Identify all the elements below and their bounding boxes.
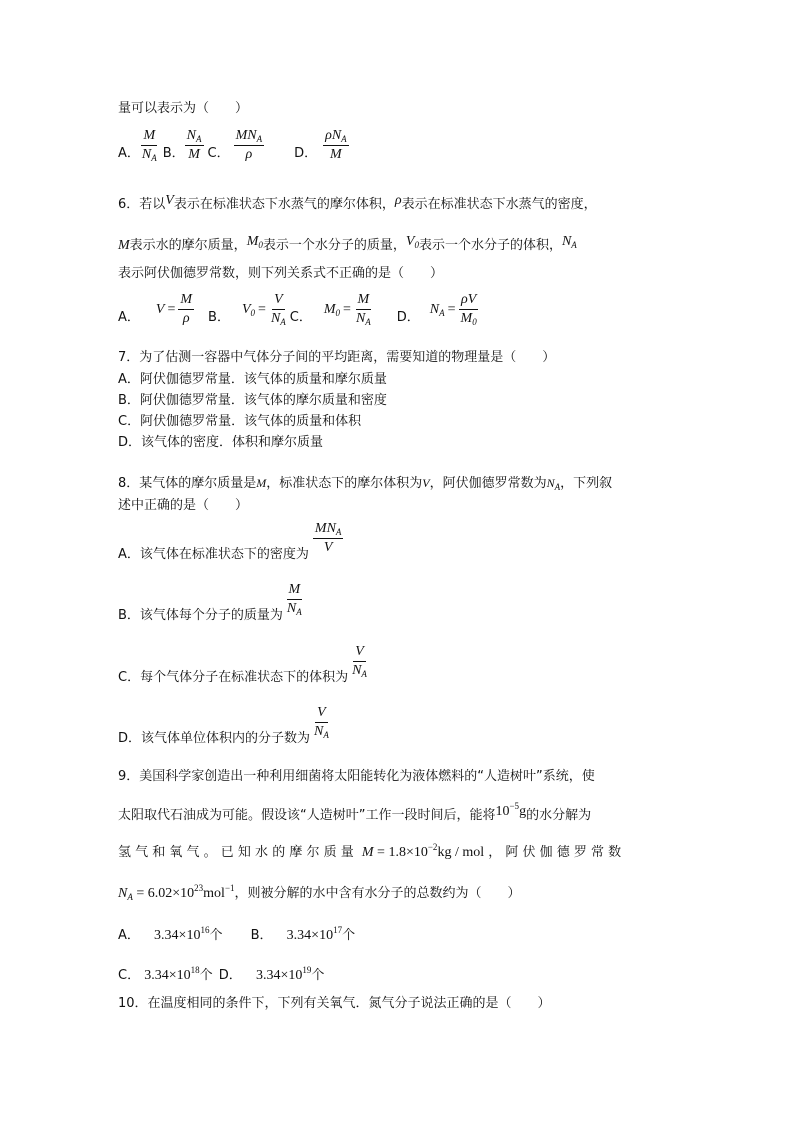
q5-stem-tail: 量可以表示为（ ）: [118, 101, 249, 116]
q6-line1-b: 表示在标准状态下水蒸气的摩尔体积，: [173, 197, 395, 212]
q8-option-a: A．该气体在标准状态下的密度为 $\frac{MN_A}{V}$: [118, 521, 342, 563]
q5-c-num-sub: A: [256, 134, 263, 144]
q5-b-num: N: [186, 128, 197, 143]
q5-option-b-fraction: [185, 128, 204, 163]
q6-line3: 表示阿伏伽德罗常数，则下列关系式不正确的是（ ）: [118, 266, 444, 281]
q5-d-num-sub: A: [341, 134, 347, 144]
q9-options-cd: C． $3.34\times 10^{18}$个 D． $3.34\times 10^{19}$个: [118, 965, 325, 983]
q8-sym-v: V: [422, 476, 430, 490]
q9-line1: 9．美国科学家创造出一种利用细菌将太阳能转化为液体燃料的“人造树叶”系统，使: [118, 769, 595, 784]
q8-sym-m: M: [256, 476, 267, 490]
q8-line2: 述中正确的是（ ）: [118, 498, 249, 513]
q6-sym-v: V: [165, 193, 174, 208]
q5-option-a-label: A．: [118, 146, 140, 162]
q6-line2-a: 表示水的摩尔质量，: [129, 238, 247, 253]
q8-option-b: B．该气体每个分子的质量为 $\frac{M}{N_A}$: [118, 582, 302, 624]
q5-a-den-sub: A: [151, 153, 157, 164]
q5-option-c-fraction: [234, 128, 265, 163]
q5-d-den: M: [330, 147, 342, 163]
q7-option-d: D．该气体的密度．体积和摩尔质量: [118, 435, 324, 450]
q9-molar-mass-expr: $M = 1.8\times 10^{-2}kg$ / mol: [361, 842, 485, 860]
q9-option-a-value: $3.34\times 10^{16}$: [154, 925, 210, 943]
q5-option-d-fraction: [323, 128, 349, 163]
q6-sym-v0: $V_0$: [405, 234, 419, 250]
q8-option-d: D．该气体单位体积内的分子数为 $\frac{V}{N_A}$: [118, 705, 329, 747]
q9-mass: $10^{-5}g$: [495, 801, 527, 819]
q6-option-b-expr: $V_0$ = $\frac{V}{N_A}$: [241, 292, 286, 328]
q9-avogadro-expr: $N_A = 6.02\times 10^{23}mol^{-1}$: [118, 883, 235, 902]
q7-option-b: B．阿伏伽德罗常量．该气体的摩尔质量和密度: [118, 393, 387, 408]
q5-c-num: MN: [235, 128, 257, 143]
q5-option-a-fraction: [140, 128, 159, 163]
q6-sym-m: M: [118, 238, 130, 253]
q6-line1-a: 6．若以: [118, 197, 166, 212]
q8-option-c-fraction: $\frac{V}{N_A}$: [352, 644, 367, 680]
q8-line1: 8．某气体的摩尔质量是M，标准状态下的摩尔体积为V，阿伏伽德罗常数为$N_A$，下列叙: [118, 476, 613, 492]
q6-line1: [118, 193, 597, 212]
q6-line2: [118, 234, 577, 254]
q9-option-d-value: $3.34\times 10^{19}$: [255, 965, 312, 983]
q5-a-num: M: [143, 128, 156, 143]
q9-options-ab: A． $3.34\times 10^{16}$个 B． $3.34\times 10^{17}$个: [118, 925, 356, 943]
q8-option-a-fraction: $\frac{MN_A}{V}$: [314, 521, 342, 556]
q9-option-c-value: $3.34\times 10^{18}$: [144, 965, 200, 983]
q6-option-c-expr: $M_0$ = $\frac{M}{N_A}$: [323, 292, 371, 328]
q6-line2-b: 表示一个水分子的质量，: [262, 238, 406, 253]
q8-option-b-fraction: $\frac{M}{N_A}$: [286, 582, 302, 618]
q5-a-den: N: [141, 147, 152, 163]
q8-option-c: C．每个气体分子在标准状态下的体积为 $\frac{V}{N_A}$: [118, 644, 367, 686]
q6-option-d-label: D．: [396, 310, 420, 326]
q5-option-d-label: D．: [294, 146, 318, 162]
q7-option-a: A．阿伏伽德罗常量．该气体的质量和摩尔质量: [118, 372, 387, 387]
q6-option-b-label: B．: [208, 310, 230, 326]
q6-line2-c: 表示一个水分子的体积，: [418, 238, 562, 253]
q9-line2: 太阳取代石油成为可能。假设该“人造树叶”工作一段时间后，能将$10^{-5}g$的水分解为: [118, 801, 592, 823]
q6-option-a-expr: V = $\frac{M}{\rho}$: [155, 292, 193, 327]
q5-option-b-label: B．: [162, 146, 185, 162]
q5-d-num: ρN: [325, 128, 342, 143]
q6-option-c-label: C．: [289, 310, 312, 326]
q6-options: [118, 292, 479, 327]
q6-sym-rho: ρ: [394, 193, 402, 208]
q6-option-d-expr: $N_A$ = $\frac{\rho V}{M_0}$: [429, 292, 477, 328]
q5-option-c-label: C．: [207, 146, 230, 162]
q5-c-den: ρ: [245, 147, 253, 163]
q5-b-den: M: [188, 147, 200, 163]
q6-line1-c: 表示在标准状态下水蒸气的密度，: [401, 197, 597, 212]
q9-line3: 氢 气 和 氧 气 。 已 知 水 的 摩 尔 质 量 $M = 1.8\times 10^{-2}kg$ / mol ， 阿 伏 伽 德 罗 常 数: [118, 842, 622, 860]
q6-sym-m0: $M_0$: [246, 234, 263, 250]
q5-b-num-sub: A: [196, 134, 202, 144]
q9-option-b-value: $3.34\times 10^{17}$: [286, 925, 343, 943]
q9-line4: $N_A = 6.02\times 10^{23}mol^{-1}$，则被分解的水中含有水分子的总数约为（ ）: [118, 883, 521, 902]
q6-option-a-label: A．: [118, 310, 140, 326]
q8-sym-na: $N_A$: [546, 476, 561, 492]
q5-options: [118, 128, 349, 163]
q6-sym-na: $N_A$: [561, 234, 577, 250]
q7-stem: 7．为了估测一容器中气体分子间的平均距离，需要知道的物理量是（ ）: [118, 350, 556, 365]
q10-stem: 10．在温度相同的条件下，下列有关氧气．氮气分子说法正确的是（ ）: [118, 996, 551, 1011]
q8-option-d-fraction: $\frac{V}{N_A}$: [314, 705, 329, 741]
q7-option-c: C．阿伏伽德罗常量．该气体的质量和体积: [118, 414, 362, 429]
